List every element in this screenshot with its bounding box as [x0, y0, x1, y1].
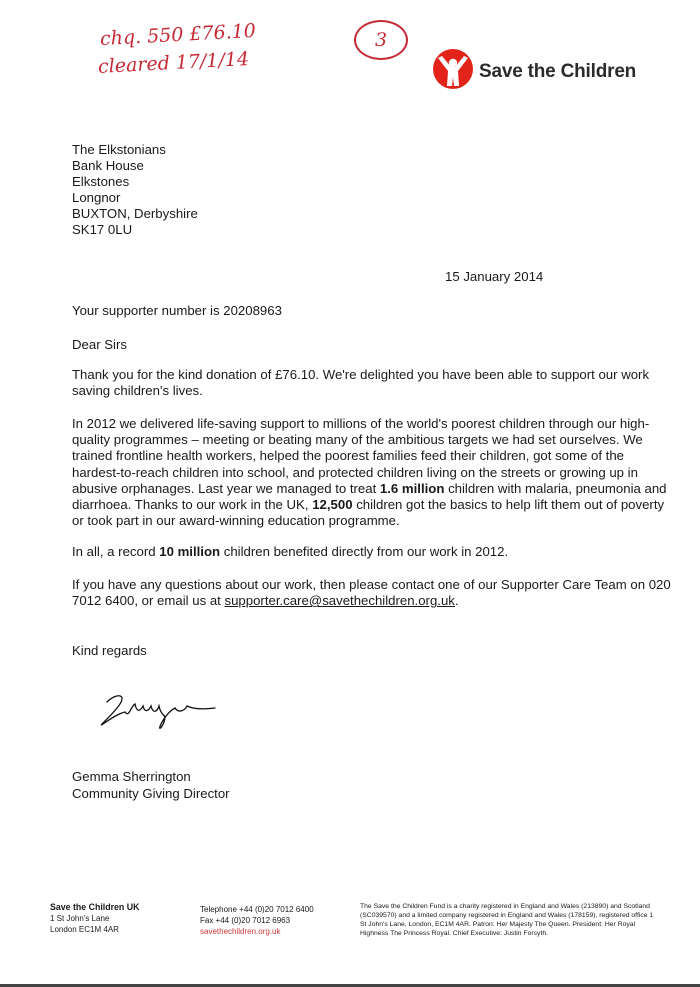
- handwritten-cheque-note: chq. 550 £76.10: [99, 19, 257, 51]
- footer-contact: [200, 904, 314, 937]
- handwritten-cleared-note: cleared 17/1/14: [97, 48, 250, 78]
- letter-date: 15 January 2014: [445, 269, 544, 284]
- address-line: BUXTON, Derbyshire: [72, 206, 198, 221]
- address-line: The Elkstonians: [72, 142, 166, 157]
- handwritten-signature: [95, 688, 225, 736]
- footer-fax: Fax +44 (0)20 7012 6963: [200, 916, 291, 925]
- email-link[interactable]: supporter.care@savethechildren.org.uk: [224, 593, 455, 609]
- highlight-figure: 10 million: [159, 544, 221, 559]
- salutation: Dear Sirs: [72, 337, 127, 352]
- paragraph-record: [72, 544, 672, 560]
- paragraph-text: .: [454, 593, 459, 609]
- address-line: SK17 0LU: [72, 222, 133, 237]
- save-the-children-logo-icon: [432, 48, 474, 90]
- paragraph-achievements: [72, 416, 672, 529]
- address-line: Longnor: [72, 190, 121, 205]
- paragraph-text: children got the basics to help lift them out of poverty or took part in our award-winning education programme.: [72, 497, 665, 529]
- closing: Kind regards: [72, 643, 147, 658]
- footer-legal-notice: The Save the Children Fund is a charity registered in England and Wales (213890) and Scotland (SC039570) and a limited company registered in England and Wales (178159), registered office 1 St John's Lane, London, EC1M 4AR. Patron: Her Majesty The Queen. President: Her Royal Highness The Princess Royal. Chief Executive: Justin Forsyth.: [360, 903, 654, 937]
- address-line: Elkstones: [72, 174, 130, 189]
- paragraph-text: In all, a record: [72, 544, 160, 559]
- footer-website-link[interactable]: savethechildren.org.uk: [200, 927, 281, 936]
- footer-org-address: [50, 902, 139, 935]
- recipient-address: [72, 142, 198, 238]
- paragraph-text: If you have any questions about our work, then please contact one of our Supporter Care Team on 020 7012 6400, or email us at: [72, 577, 671, 609]
- handwritten-circled-number: 3: [354, 20, 408, 60]
- paragraph-text: children with malaria, pneumonia and diarrhoea. Thanks to our work in the UK,: [72, 480, 667, 513]
- address-line: Bank House: [72, 158, 144, 173]
- highlight-figure: 1.6 million: [379, 480, 445, 496]
- paragraph-thank-you: [72, 367, 672, 399]
- footer-address-line: London EC1M 4AR: [50, 925, 119, 934]
- footer-telephone: Telephone +44 (0)20 7012 6400: [200, 905, 314, 914]
- footer-address-line: 1 St John's Lane: [50, 914, 110, 923]
- brand-name: Save the Children: [479, 61, 637, 82]
- paragraph-contact: [72, 577, 672, 609]
- paragraph-text: In 2012 we delivered life-saving support to millions of the world's poorest children through our high-quality programmes – meeting or beating many of the ambitious targets we had set ourselves. We trained frontline health workers, helped the poorest families feed their children, got some of the hardest-to-reach children into school, and protected children living on the streets or growing up in abusive orphanages. Last year we managed to treat: [72, 416, 650, 496]
- signatory-title: Community Giving Director: [72, 786, 230, 801]
- supporter-number: Your supporter number is 20208963: [72, 303, 282, 318]
- highlight-figure: 12,500: [312, 497, 353, 513]
- paragraph-text: Thank you for the kind donation of £76.10. We're delighted you have been able to support our work saving children's lives.: [72, 367, 650, 399]
- signatory-name: Gemma Sherrington: [72, 769, 191, 784]
- footer-org-name: Save the Children UK: [50, 902, 140, 912]
- paragraph-text: children benefited directly from our work in 2012.: [220, 544, 509, 559]
